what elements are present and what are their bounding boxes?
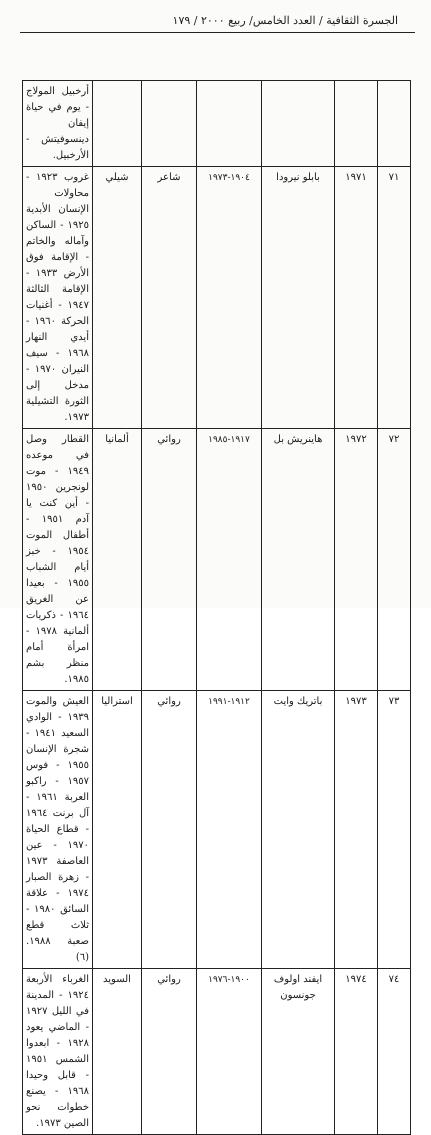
profession-cell: روائي <box>142 691 197 969</box>
country-cell: شيلي <box>93 167 142 429</box>
lifespan-cell: ١٩١٢-١٩٩١ <box>197 691 262 969</box>
table-row <box>23 81 411 167</box>
lifespan-cell: ١٩١٧-١٩٨٥ <box>197 429 262 691</box>
running-header: الجسرة الثقافية / العدد الخامس/ ربيع ٢٠٠٠ / ١٧٩ <box>172 14 398 27</box>
lifespan-cell <box>197 81 262 167</box>
award-year-cell: ١٩٧٢ <box>335 429 378 691</box>
row-number-cell <box>378 81 411 167</box>
table-body <box>23 81 411 1135</box>
country-cell: استراليا <box>93 691 142 969</box>
country-cell: السويد <box>93 969 142 1135</box>
award-year-cell: ١٩٧١ <box>335 167 378 429</box>
award-year-cell: ١٩٧٣ <box>335 691 378 969</box>
lifespan-cell: ١٩٠٠-١٩٧٦ <box>197 969 262 1135</box>
row-number-cell: ٧١ <box>378 167 411 429</box>
works-cell: القطار وصل في موعده ١٩٤٩ - موت لونجرين ١٩٥٠ - أين كنت يا آدم ١٩٥١ - أطفال الموت ١٩٥٤ - خبز أيام الشباب ١٩٥٥ - بعيدا عن الغريق ١٩٦٤ - ذكريات ألمانية ١٩٧٨ - امرأة أمام منظر بشم ١٩٨٥. <box>23 429 93 691</box>
country-cell <box>93 81 142 167</box>
row-number-cell: ٧٣ <box>378 691 411 969</box>
header-rule <box>20 32 415 33</box>
laureates-table <box>22 80 411 1135</box>
works-cell: أرخبيل المولاج - يوم في حياة إيفان دينسوفيتش - الأرخبيل. <box>23 81 93 167</box>
table-row <box>23 691 411 969</box>
table-row <box>23 969 411 1135</box>
award-year-cell <box>335 81 378 167</box>
works-cell: العيش والموت ١٩٣٩ - الوادي السعيد ١٩٤١ - شجرة الإنسان ١٩٥٥ - فوس ١٩٥٧ - راكبو العربة ١٩٦١ - آل برنت ١٩٦٤ - قطاع الحياة ١٩٧٠ - عين العاصفة ١٩٧٣ - زهرة الصبار ١٩٧٤ - علاقة السائق ١٩٨٠ - ثلاث قطع صعبة ١٩٨٨. (٦) <box>23 691 93 969</box>
author-name-cell: بابلو نيرودا <box>262 167 335 429</box>
profession-cell: روائي <box>142 429 197 691</box>
profession-cell: روائي <box>142 969 197 1135</box>
lifespan-cell: ١٩٠٤-١٩٧٣ <box>197 167 262 429</box>
author-name-cell <box>262 81 335 167</box>
author-name-cell: هاينريش بل <box>262 429 335 691</box>
country-cell: ألمانيا <box>93 429 142 691</box>
award-year-cell: ١٩٧٤ <box>335 969 378 1135</box>
profession-cell: شاعر <box>142 167 197 429</box>
author-name-cell: باتريك وايت <box>262 691 335 969</box>
profession-cell <box>142 81 197 167</box>
row-number-cell: ٧٢ <box>378 429 411 691</box>
works-cell: غروب ١٩٢٣ - محاولات الإنسان الأبدية ١٩٢٥ - الساكن وآماله والخاتم - الإقامة فوق الأرض ١٩٣٣ - الإقامة الثالثة ١٩٤٧ - أغنيات الحركة ١٩٦٠ - أيدي النهار ١٩٦٨ - سيف النيران ١٩٧٠ - مدخل إلى الثورة التشيلية ١٩٧٣. <box>23 167 93 429</box>
table-row <box>23 429 411 691</box>
author-name-cell: ايفند اولوف جونسون <box>262 969 335 1135</box>
works-cell: الغرباء الأربعة ١٩٢٤ - المدينة في الليل ١٩٢٧ - الماضي يعود ١٩٢٨ - ابعدوا الشمس ١٩٥١ - قابل وحيدا ١٩٦٨ - يصنع خطوات نحو الصين ١٩٧٣. <box>23 969 93 1135</box>
row-number-cell: ٧٤ <box>378 969 411 1135</box>
table-row <box>23 167 411 429</box>
